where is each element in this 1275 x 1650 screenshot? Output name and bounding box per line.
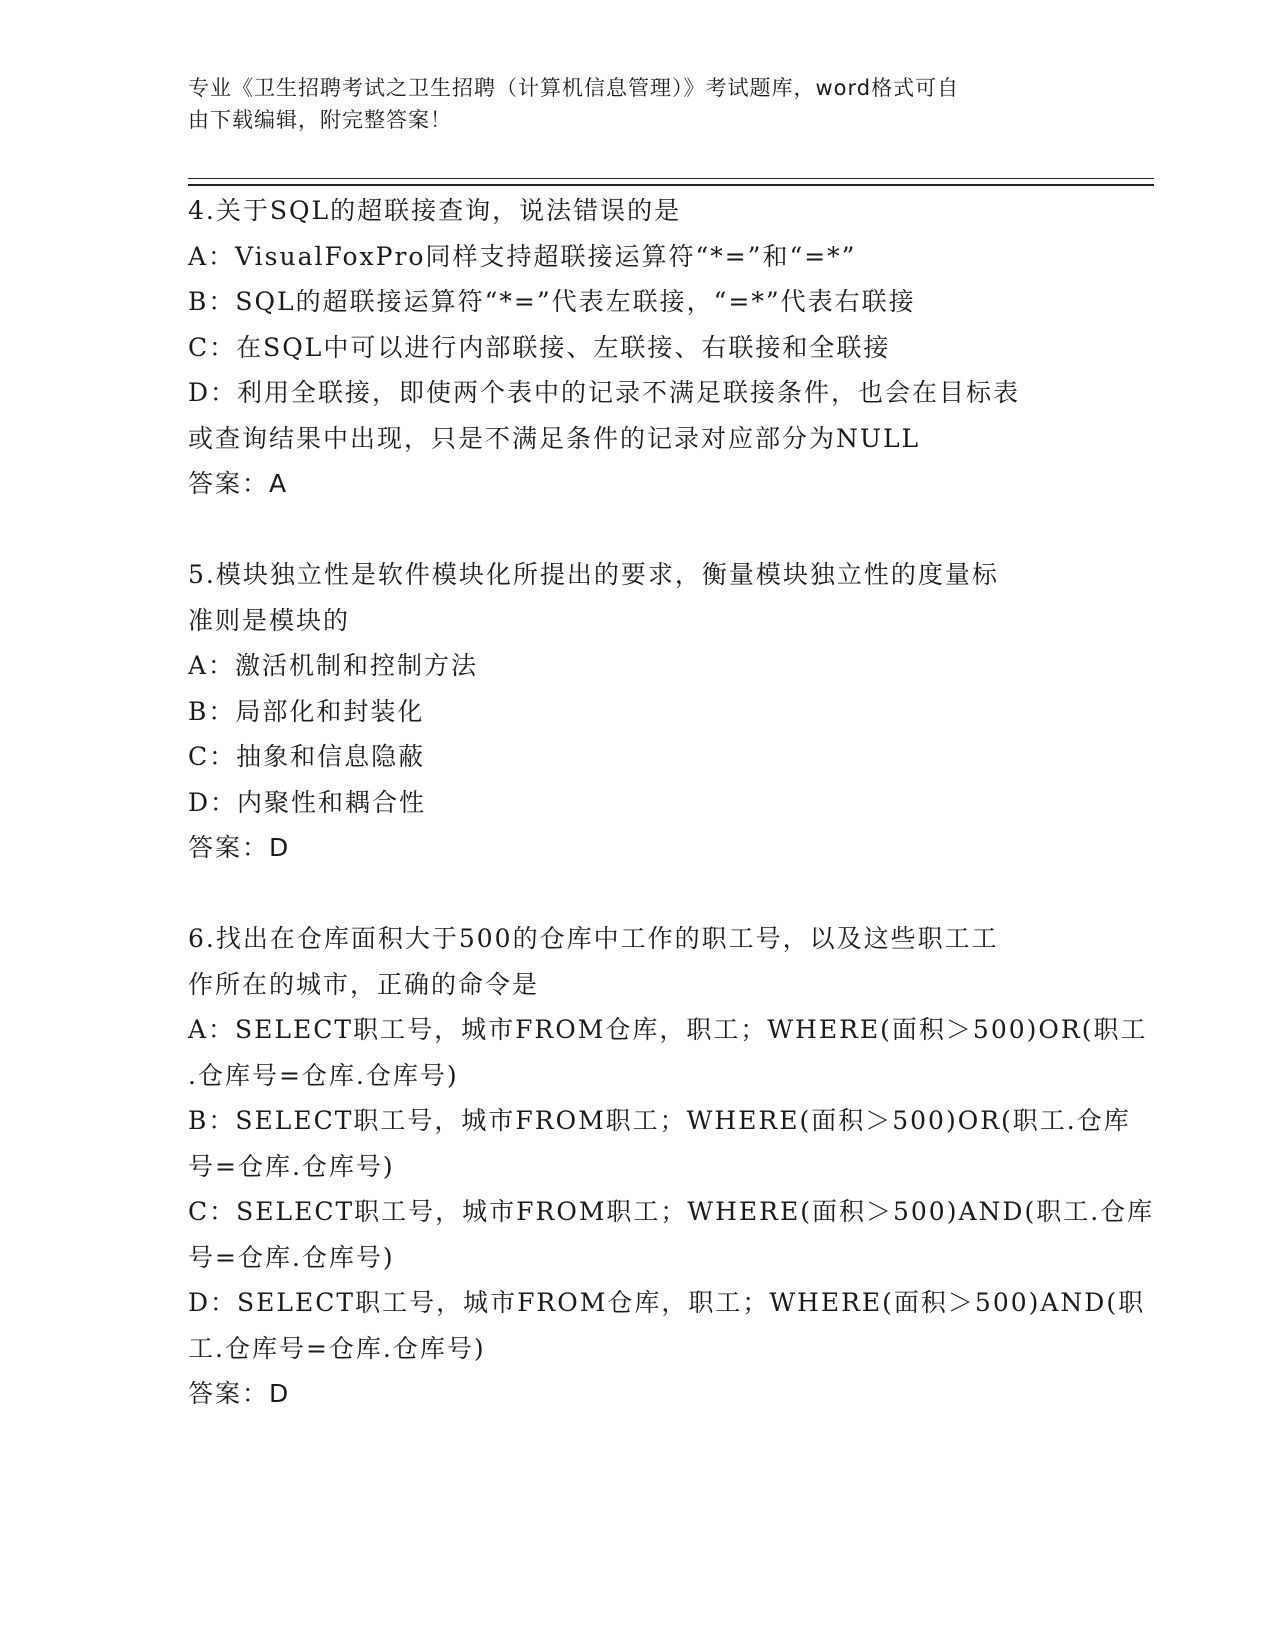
option-c: C：抽象和信息隐蔽 <box>188 742 426 771</box>
question-block <box>188 552 1088 871</box>
option-b-continued: 号=仓库.仓库号) <box>188 1151 395 1181</box>
header-line-1: 专业《卫生招聘考试之卫生招聘（计算机信息管理）》考试题库，word格式可自 <box>188 76 960 100</box>
option-c-continued: 号=仓库.仓库号) <box>188 1242 395 1272</box>
question-stem: 4.关于SQL的超联接查询，说法错误的是 <box>188 196 682 225</box>
question-stem-continued: 作所在的城市，正确的命令是 <box>188 969 540 999</box>
answer-line: 答案：D <box>188 833 291 862</box>
question-stem-continued: 准则是模块的 <box>188 605 351 635</box>
option-d: D：利用全联接，即使两个表中的记录不满足联接条件，也会在目标表 <box>188 378 1021 407</box>
question-spacer <box>188 507 1088 553</box>
option-b: B：SQL的超联接运算符“*=”代表左联接，“=*”代表右联接 <box>188 287 916 316</box>
question-block <box>188 916 1155 1417</box>
option-c: C：SELECT职工号，城市FROM职工；WHERE(面积＞500)AND(职工.仓库 <box>188 1197 1155 1226</box>
option-d: D：SELECT职工号，城市FROM仓库，职工；WHERE(面积＞500)AND(职 <box>188 1288 1146 1317</box>
option-d-continued: 或查询结果中出现，只是不满足条件的记录对应部分为NULL <box>188 423 921 453</box>
option-a: A：VisualFoxPro同样支持超联接运算符“*=”和“=*” <box>188 241 857 271</box>
option-d: D：内聚性和耦合性 <box>188 787 427 817</box>
option-b: B：局部化和封装化 <box>188 696 425 726</box>
option-a: A：SELECT职工号，城市FROM仓库，职工；WHERE(面积＞500)OR(职工 <box>188 1015 1148 1044</box>
document-header <box>188 72 1068 136</box>
header-line-2: 由下载编辑，附完整答案！ <box>188 108 452 132</box>
answer-line: 答案：D <box>188 1379 291 1408</box>
question-stem: 5.模块独立性是软件模块化所提出的要求，衡量模块独立性的度量标 <box>188 560 999 589</box>
option-b: B：SELECT职工号，城市FROM职工；WHERE(面积＞500)OR(职工.仓库 <box>188 1106 1131 1135</box>
option-c: C：在SQL中可以进行内部联接、左联接、右联接和全联接 <box>188 332 891 362</box>
option-a-continued: .仓库号=仓库.仓库号) <box>188 1060 459 1090</box>
question-stem: 6.找出在仓库面积大于500的仓库中工作的职工号，以及这些职工工 <box>188 924 999 953</box>
option-a: A：激活机制和控制方法 <box>188 651 479 680</box>
answer-line: 答案：A <box>188 469 289 498</box>
header-divider <box>188 178 1154 186</box>
question-list <box>188 188 1155 1417</box>
question-spacer <box>188 871 1088 917</box>
question-block <box>188 188 1088 507</box>
option-d-continued: 工.仓库号=仓库.仓库号) <box>188 1333 486 1363</box>
